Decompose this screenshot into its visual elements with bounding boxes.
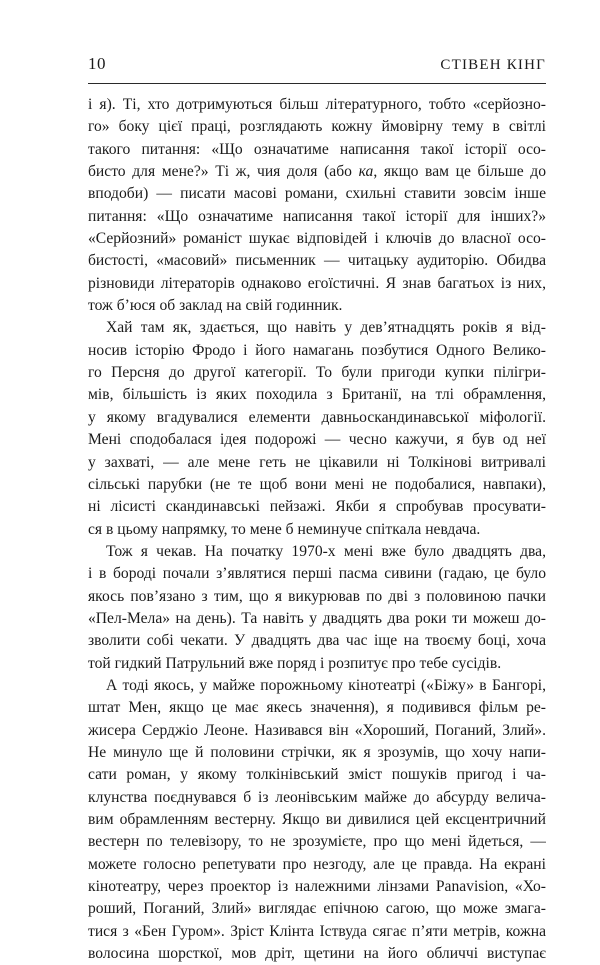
text-line: ні лісисті скандинавські пейзажі. Якби я спробував просувати- [88,498,546,516]
text-line: у якому вгадувалися елементи давньоскандинавської міфології. [88,408,546,426]
text-line: тож б’юся об заклад на свій годинник. [88,297,343,315]
text-line: такого питання: «Що означатиме написання такої історії осо- [88,140,546,158]
text-line: Хай там як, здається, що навіть у дев’ятнадцять років я від- [106,319,546,337]
text-line: і в бороді почали з’являтися перші пасма сивини (гадаю, це було [88,565,546,583]
text-line: Тож я чекав. На початку 1970-х мені вже було двадцять два, [106,542,546,560]
text-line: питання: «Що означатиме написання такої історії для інших?» [88,207,546,225]
running-head-author: СТІВЕН КІНГ [440,57,546,73]
text-line: А тоді якось, у майже порожньому кінотеатрі («Біжу» в Бангорі, [106,676,546,694]
text-line: різновиди літераторів однаково егоїстичні. Я знав багатьох із них, [88,274,546,292]
text-line: вестерн по телевізору, то не зрозумієте, про що мені йдеться, — [88,833,546,851]
text-line: вим обрамленням вестерну. Якщо ви дивилися цей ексцентричний [88,811,546,828]
text-line: якось пов’язано з тим, що я викурював по дві з половиною пачки [88,587,546,605]
text-line: жисера Серджіо Леоне. Називався він «Хороший, Поганий, Злий». [88,721,546,739]
text-line: Мені сподобалася ідея подорожі — чесно кажучи, я був од неї [88,431,546,449]
text-line: сільські парубки (не те щоб вони мені не подобалися, навпаки), [88,475,546,493]
text-line: штат Мен, якщо це має якесь значення), я подивився фільм ре- [88,699,546,717]
page-header [88,54,546,84]
text-line: зволити собі чекати. У двадцять два час іще на твоєму боці, хоча [88,632,546,650]
text-line: сати роман, у якому толкінівський зміст пошуків пригод і ча- [88,766,546,784]
text-line: можете голосно репетувати про незгоду, але це правда. На екрані [88,855,546,873]
text-line: у захваті, — але мене геть не цікавили ні Толкінові витривалі [88,453,546,471]
text-line: бисто для мене?» Ті ж, чия доля (або ка, якщо вам це більше до [88,163,546,181]
text-line: «Серйозний» романіст шукає відповідей і ключів до власної осо- [88,230,546,248]
text-line: «Пел-Мела» на день). Та навіть у двадцять два роки ти можеш до- [88,609,546,627]
text-line: го» боку цієї праці, розглядають кожну ймовірну тему в світлі [88,118,546,136]
page-number: 10 [88,54,106,73]
text-line: тися з «Бен Гуром». Зріст Клінта Іствуда сягає п’яти метрів, кожна [88,922,546,940]
text-line: роший, Поганий, Злий» виглядає епічною сагою, що може змага- [88,900,546,918]
text-line: мів, більшість із яких походила з Британії, на тлі обрамлення, [88,386,546,404]
text-line: носив історію Фродо і його намагань позбутися Одного Велико- [88,341,546,359]
text-line: той гидкий Патрульний вже поряд і розпитує про тебе сусідів. [88,654,502,672]
text-line: го Персня до другої категорії. То були пригоди купки пілігри- [88,364,546,382]
text-line: Не минуло ще й половини стрічки, як я зрозумів, що хочу напи- [88,743,546,761]
text-line: ся в цьому напрямку, то мене б неминуче спіткала невдача. [88,520,481,538]
text-line: вподоби) — писати масові романи, схильні ставити зовсім інше [88,185,546,203]
text-line: бистості, «масовий» письменник — читацьку аудиторію. Обидва [88,252,546,270]
text-line: клунства поєднувався б із леонівським майже до абсурду велича- [88,788,546,806]
book-page [88,54,546,965]
text-line: волосина шорсткої, мов дріт, щетини на його обличчі виступає [88,945,546,963]
text-line: кінотеатру, через проектор із належними лінзами Panavision, «Хо- [88,878,546,896]
body-text [88,94,546,965]
text-line: і я). Ті, хто дотримуються більш літературного, тобто «серйозно- [88,96,546,113]
